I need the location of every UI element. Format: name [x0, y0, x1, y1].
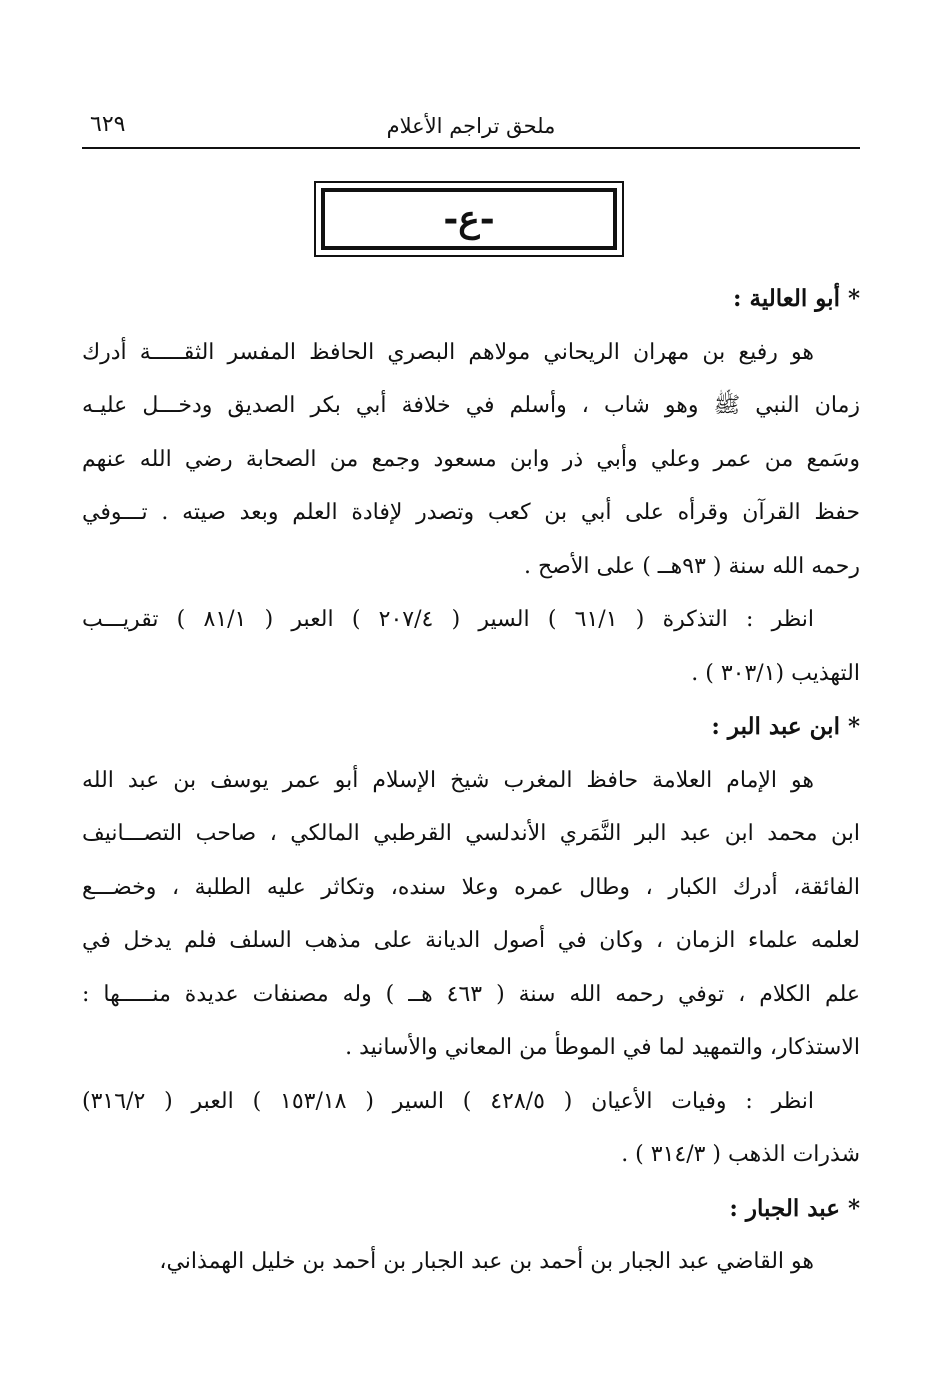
- bio-line: رحمه الله سنة ( ٩٣هــ ) على الأصح .: [523, 553, 860, 579]
- bio-line: لعلمه علماء الزمان ، وكان في أصول الديانة على مذهب السلف فلم يدخل في: [82, 928, 860, 953]
- entries-content: [82, 272, 860, 1289]
- refs-line: شذرات الذهب ( ٣١٤/٣ ) .: [621, 1142, 860, 1167]
- bio-line: هو الإمام العلامة حافظ المغرب شيخ الإسلام أبو عمر يوسف بن عبد الله: [82, 767, 814, 793]
- entry-title: * عبد الجبار :: [729, 1194, 860, 1222]
- bio-line: هو رفيع بن مهران الريحاني مولاهم البصري الحافظ المفسر الثقـــــة أدرك: [82, 339, 814, 365]
- bio-line: علم الكلام ، توفي رحمه الله سنة ( ٤٦٣ هــ ) وله مصنفات عديدة منـــــها :: [82, 981, 860, 1007]
- page-header: [82, 108, 860, 144]
- bio-line: ابن محمد ابن عبد البر النَّمَري الأندلسي القرطبي المالكي ، صاحب التصـــانيف: [82, 821, 860, 846]
- refs-line: انظر : التذكرة ( ٦١/١ ) السير ( ٢٠٧/٤ ) العبر ( ٨١/١ ) تقريـــب: [82, 607, 814, 632]
- bio-line: وسَمع من عمر وعلي وأبي ذر وابن مسعود وجمع من الصحابة رضي الله عنهم: [82, 446, 860, 472]
- running-title: ملحق تراجم الأعلام: [386, 114, 556, 138]
- page-number: ٦٢٩: [90, 112, 126, 137]
- entry-title: * أبو العالية :: [733, 285, 860, 312]
- section-letter: -ع-: [321, 188, 617, 250]
- section-letter-box: [314, 181, 624, 257]
- entry-title: * ابن عبد البر :: [711, 713, 860, 740]
- header-rule: [82, 147, 860, 149]
- bio-line: زمان النبي ﷺ وهو شاب ، وأسلم في خلافة أبي بكر الصديق ودخـــل عليـه: [82, 393, 860, 418]
- bio-line: حفظ القرآن وقرأه على أبي بن كعب وتصدر لإفادة العلم وبعد صيته . تـــوفي: [82, 500, 860, 525]
- bio-line: الاستذكار، والتمهيد لما في الموطأ من المعاني والأسانيد .: [345, 1035, 860, 1060]
- bio-line: هو القاضي عبد الجبار بن أحمد بن عبد الجبار بن أحمد بن خليل الهمذاني،: [159, 1249, 814, 1274]
- bio-line: الفائقة، أدرك الكبار ، وطال عمره وعلا سنده، وتكاثر عليه الطلبة ، وخضـــع: [82, 874, 860, 900]
- refs-line: انظر : وفيات الأعيان ( ٤٢٨/٥ ) السير ( ١٥٣/١٨ ) العبر ( ٣١٦/٢): [82, 1088, 814, 1114]
- refs-line: التهذيب (٣٠٣/١ ) .: [691, 660, 860, 686]
